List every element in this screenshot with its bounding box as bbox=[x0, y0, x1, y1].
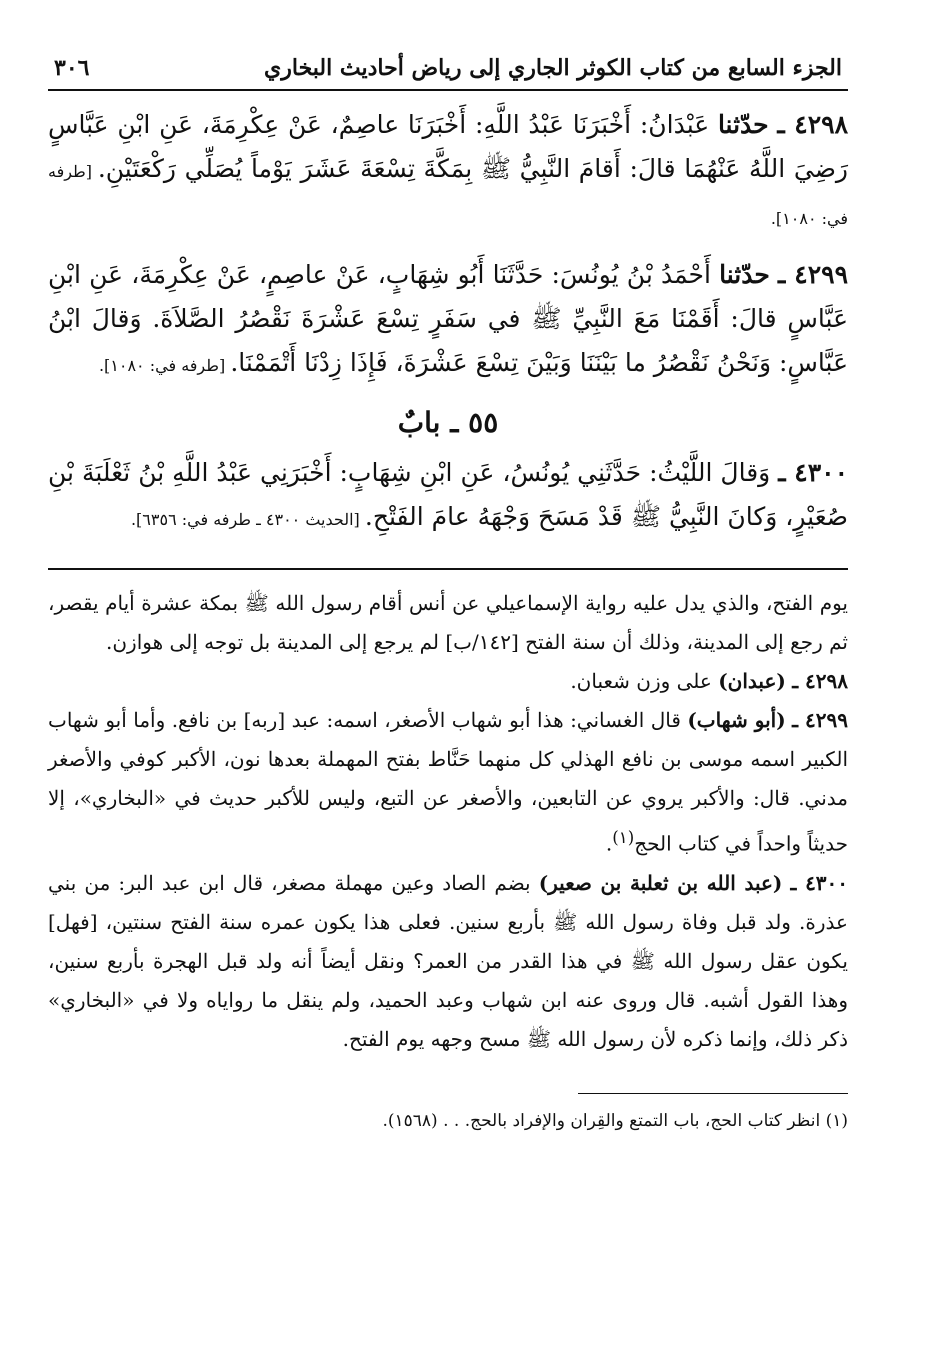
commentary bbox=[48, 584, 848, 1059]
note-term: (أبو شهاب) bbox=[687, 708, 786, 732]
hadith-4298 bbox=[48, 103, 848, 241]
note-number: ٤٣٠٠ ـ bbox=[790, 870, 849, 895]
footnote-marker[interactable]: (١) bbox=[612, 828, 635, 847]
commentary-4299: ٤٢٩٩ ـ (أبو شهاب) قال الغساني: هذا أبو شهاب الأصغر، اسمه: عبد [ربه] بن نافع. وأما أبو شهاب الكبير اسمه موسى بن نافع الهذلي كل منهما حَنَّاط بفتح المهملة بعدها نون، الأكبر كوفي والأصغر مدني. قال: والأكبر يروي عن التابعين، والأصغر عن التبع، وليس للأكبر حديث في «البخاري»، إلا حديثاً واحداً في كتاب الحج$^{(١)}$. bbox=[48, 708, 848, 856]
note-term: (عبد الله بن ثعلبة بن صعير) bbox=[538, 870, 783, 895]
book-page bbox=[48, 55, 848, 1136]
hadith-ref: [طرفه في: ١٠٨٠]. bbox=[48, 162, 848, 228]
hadith-lead: حدّثنا bbox=[717, 110, 769, 139]
hadith-number: ٤٣٠٠ ـ bbox=[778, 458, 848, 487]
hadith-lead: حدّثنا bbox=[719, 260, 770, 289]
page-number: ٣٠٦ bbox=[54, 55, 90, 81]
note-text: على وزن شعبان. bbox=[570, 669, 719, 693]
note-text: قال الغساني: هذا أبو شهاب الأصغر، اسمه: عبد [ربه] بن نافع. وأما أبو شهاب الكبير اسمه موسى بن نافع الهذلي كل منهما حَنَّاط بفتح المهملة بعدها نون، الأكبر كوفي والأصغر مدني. قال: والأكبر يروي عن التابعين، والأصغر عن التبع، وليس للأكبر حديث في «البخاري»، إلا حديثاً واحداً في كتاب الحج bbox=[48, 708, 848, 856]
footnote: (١) انظر كتاب الحج، باب التمتع والقِران والإفراد بالحج. . . (١٥٦٨). bbox=[382, 1110, 848, 1131]
commentary-4300 bbox=[48, 864, 848, 1059]
hadith-ref: [الحديث ٤٣٠٠ ـ طرفه في: ٦٣٥٦]. bbox=[130, 510, 365, 529]
commentary-4298 bbox=[48, 662, 848, 701]
hadith-ref: [طرفه في: ١٠٨٠]. bbox=[98, 356, 231, 375]
hadith-number: ٤٢٩٨ ـ bbox=[777, 110, 848, 139]
note-term: (عبدان) bbox=[718, 669, 786, 693]
hadith-text: عَبْدَانُ: أَخْبَرَنَا عَبْدُ اللَّهِ: أَخْبَرَنَا عاصِمٌ، عَنْ عِكْرِمَةَ، عَنِ ابْنِ عَبَّاسٍ رَضِيَ اللَّهُ عَنْهُمَا قالَ: أَقامَ النَّبِيُّ ﷺ بِمَكَّةَ تِسْعَةَ عَشَرَ يَوْماً يُصَلِّي رَكْعَتَيْنِ. bbox=[48, 110, 848, 183]
note-number: ٤٢٩٨ ـ bbox=[792, 669, 848, 693]
running-title: الجزء السابع من كتاب الكوثر الجاري إلى رياض أحاديث البخاري bbox=[264, 55, 842, 81]
note-number: ٤٢٩٩ ـ bbox=[792, 708, 848, 732]
commentary-intro: يوم الفتح، والذي يدل عليه رواية الإسماعيلي عن أنس أقام رسول الله ﷺ بمكة عشرة أيام يقصر، ثم رجع إلى المدينة، وذلك أن سنة الفتح [١٤٢/ب] لم يرجع إلى المدينة بل توجه إلى هوازن. bbox=[48, 591, 848, 654]
hadith-4299 bbox=[48, 253, 848, 388]
section-divider bbox=[48, 568, 848, 570]
running-header bbox=[48, 55, 848, 91]
hadith-text: أَحْمَدُ بْنُ يُونُسَ: حَدَّثَنَا أَبُو شِهَابٍ، عَنْ عاصِمٍ، عَنْ عِكْرِمَةَ، عَنِ ابْنِ عَبَّاسٍ قالَ: أَقَمْنَا مَعَ النَّبِيِّ ﷺ في سَفَرٍ تِسْعَ عَشْرَةَ نَقْصُرُ الصَّلاَةَ. وَقالَ ابْنُ عَبَّاسٍ: وَنَحْنُ نَقْصُرُ ما بَيْنَنَا وَبَيْنَ تِسْعَ عَشْرَةَ، فَإِذَا زِدْنَا أَتْمَمْنَا. bbox=[48, 260, 848, 377]
hadith-text: وَقالَ اللَّيْثُ: حَدَّثَنِي يُونُسُ، عَنِ ابْنِ شِهَابٍ: أَخْبَرَنِي عَبْدُ اللَّهِ بْنُ ثَعْلَبَةَ بْنِ صُعَيْرٍ، وَكانَ النَّبِيُّ ﷺ قَدْ مَسَحَ وَجْهَهُ عامَ الفَتْحِ. bbox=[48, 458, 848, 531]
note-text: بضم الصاد وعين مهملة مصغر، قال ابن عبد البر: من بني عذرة. ولد قبل وفاة رسول الله ﷺ بأربع سنين. فعلى هذا يكون عمره سنة الفتح سنتين، [فهل] يكون عقل رسول الله ﷺ في هذا القدر من العمر؟ ونقل أيضاً أنه ولد قبل الهجرة بأربع سنين، وهذا القول أشبه. قال وروى عنه ابن شهاب وعبد الحميد، ولم ينقل ما رواياه ولا في «البخاري» ذكر ذلك، وإنما ذكره لأن رسول الله ﷺ مسح وجهه يوم الفتح. bbox=[48, 870, 848, 1051]
footnote-divider bbox=[578, 1093, 848, 1094]
hadith-4300 bbox=[48, 451, 848, 542]
hadith-number: ٤٢٩٩ ـ bbox=[778, 260, 848, 289]
chapter-heading: ٥٥ ـ بابٌ bbox=[397, 406, 499, 439]
